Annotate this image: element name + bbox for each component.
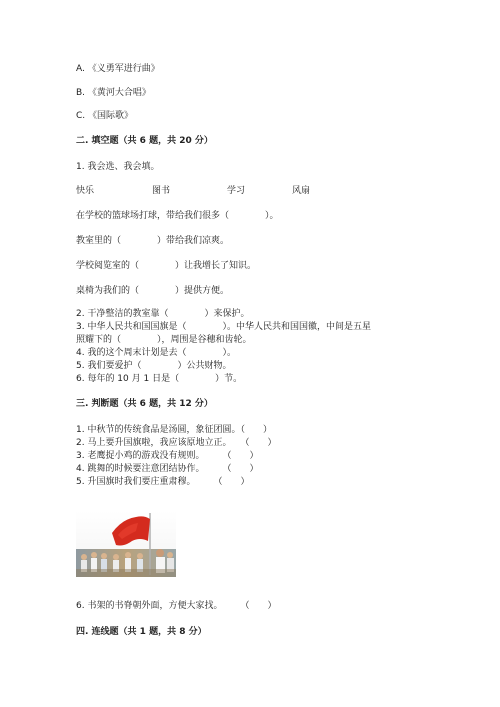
question-2-5: 5. 我们要爱护（ ）公共财物。 — [76, 361, 232, 371]
section-3-heading: 三. 判断题（共 6 题，共 12 分） — [76, 399, 213, 409]
question-2-3b: 照耀下的（ ），周围是谷穗和齿轮。 — [76, 335, 252, 345]
word-2: 图书 — [152, 186, 171, 196]
question-2-4: 4. 我的这个周末计划是去（ ）。 — [76, 348, 236, 358]
choice-b: B. 《黄河大合唱》 — [76, 88, 151, 98]
question-2-1: 1. 我会选、我会填。 — [76, 162, 160, 172]
sentence-2: 教室里的（ ）带给我们凉爽。 — [76, 236, 230, 246]
judge-4: 4. 跳舞的时候要注意团结协作。 （ ） — [76, 464, 259, 474]
flag-ceremony-photo — [76, 511, 176, 577]
question-2-6: 6. 每年的 10 月 1 日是（ ）节。 — [76, 374, 243, 384]
choice-a: A. 《义勇军进行曲》 — [76, 64, 160, 74]
judge-3: 3. 老鹰捉小鸡的游戏没有规则。 （ ） — [76, 451, 259, 461]
section-4-heading: 四. 连线题（共 1 题，共 8 分） — [76, 627, 207, 637]
question-2-3a: 3. 中华人民共和国国旗是（ ）。中华人民共和国国徽，中间是五星 — [76, 322, 371, 332]
sentence-3: 学校阅览室的（ ）让我增长了知识。 — [76, 261, 257, 271]
judge-5: 5. 升国旗时我们要庄重肃穆。 （ ） — [76, 477, 250, 487]
sentence-1: 在学校的篮球场打球，带给我们很多（ ）。 — [76, 211, 279, 221]
judge-6: 6. 书架的书脊朝外面，方便大家找。 （ ） — [76, 601, 277, 611]
section-2-heading: 二. 填空题（共 6 题，共 20 分） — [76, 136, 213, 146]
question-2-2: 2. 干净整洁的教室靠（ ）来保护。 — [76, 309, 250, 319]
judge-2: 2. 马上要升国旗啦，我应该原地立正。 （ ） — [76, 438, 277, 448]
word-3: 学习 — [227, 186, 246, 196]
judge-1: 1. 中秋节的传统食品是汤圆，象征团圆。（ ） — [76, 425, 272, 435]
choice-c: C. 《国际歌》 — [76, 111, 134, 121]
word-4: 风扇 — [292, 186, 311, 196]
sentence-4: 桌椅为我们的（ ）提供方便。 — [76, 286, 230, 296]
word-1: 快乐 — [76, 186, 95, 196]
